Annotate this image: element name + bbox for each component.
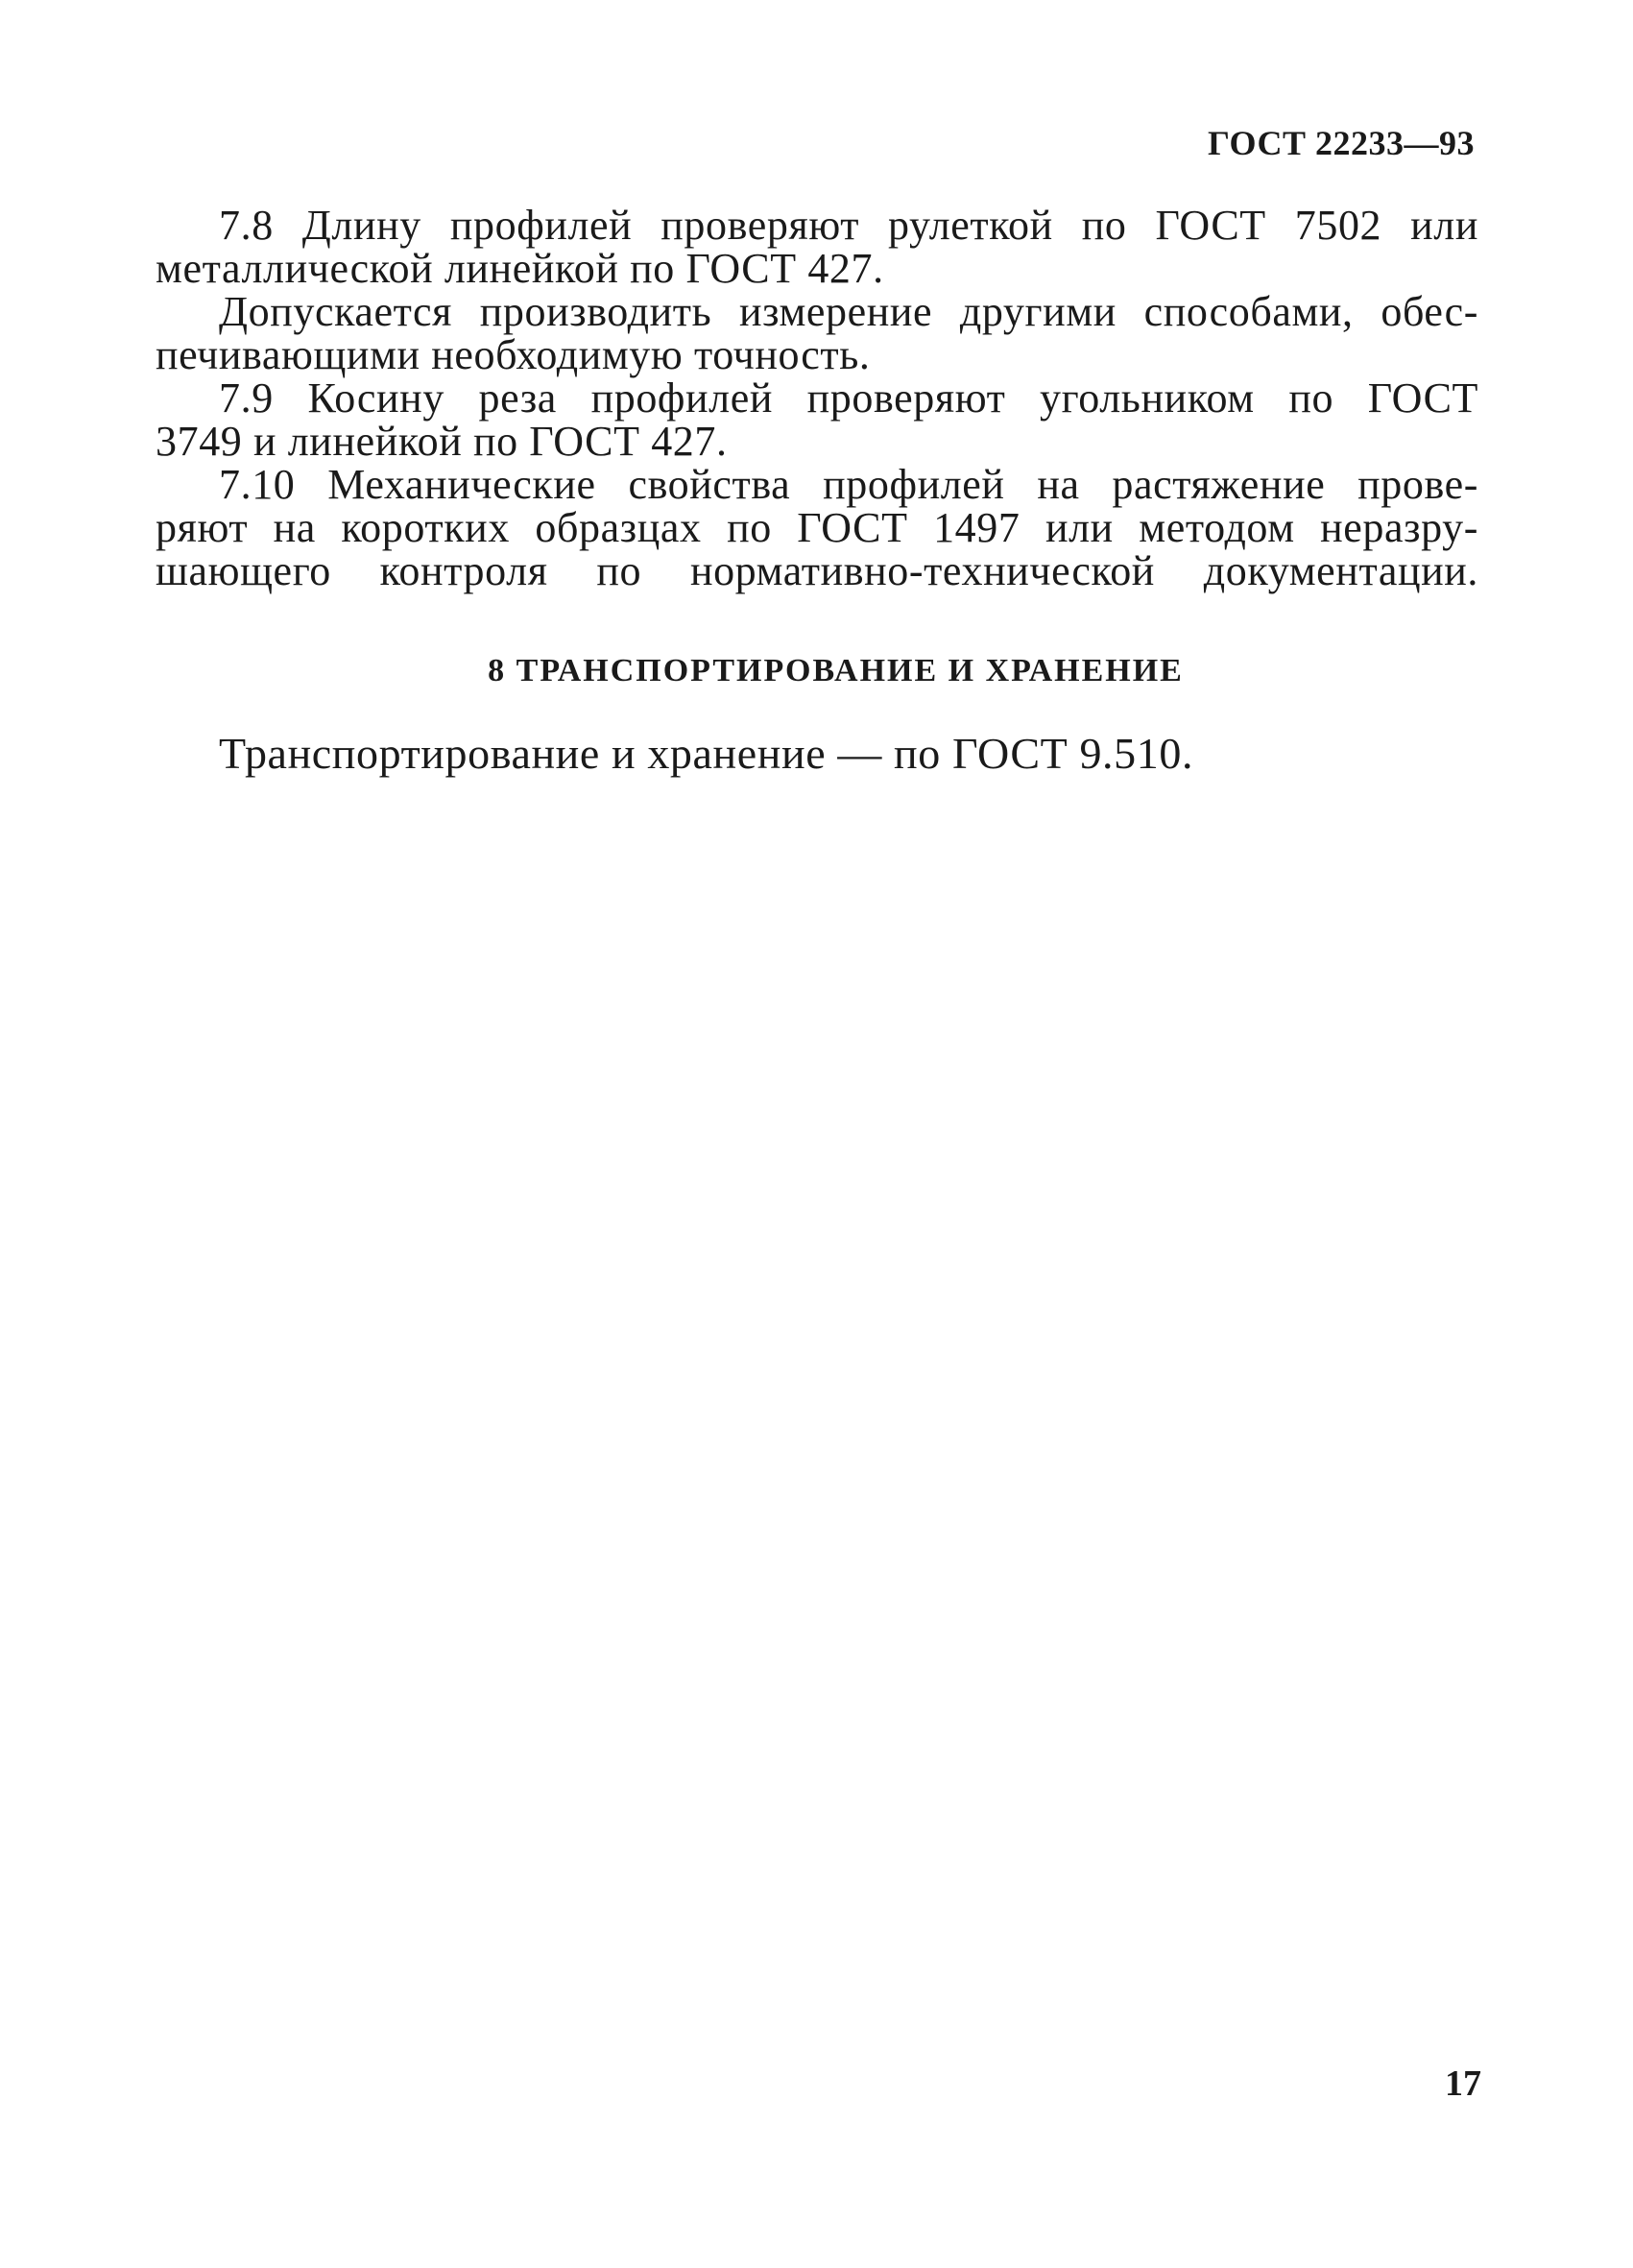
paragraph-line: 7.10 Механические свойства профилей на растяжение прове- xyxy=(219,461,1478,508)
paragraph-7-10 xyxy=(156,463,1478,592)
section-8-text: Транспортирование и хранение — по ГОСТ 9.510. xyxy=(219,729,1194,778)
page-number: 17 xyxy=(1445,2063,1481,2104)
paragraph-7-8-note xyxy=(156,290,1478,376)
paragraph-line: 3749 и линейкой по ГОСТ 427. xyxy=(156,418,728,465)
paragraph-line: Допускается производить измерение другими способами, обес- xyxy=(219,288,1478,335)
document-code-header: ГОСТ 22233—93 xyxy=(1208,124,1475,162)
paragraph-line: шающего контроля по нормативно-технической документации. xyxy=(156,547,1478,594)
paragraph-line: металлической линейкой по ГОСТ 427. xyxy=(156,245,884,292)
section-7-body xyxy=(156,204,1478,592)
paragraph-7-8 xyxy=(156,204,1478,290)
paragraph-line: печивающими необходимую точность. xyxy=(156,331,871,378)
paragraph-line: 7.8 Длину профилей проверяют рулеткой по ГОСТ 7502 или xyxy=(219,202,1478,249)
paragraph-line: ряют на коротких образцах по ГОСТ 1497 или методом неразру- xyxy=(156,504,1478,551)
paragraph-line: 7.9 Косину реза профилей проверяют угольником по ГОСТ xyxy=(219,374,1478,422)
paragraph-7-9 xyxy=(156,376,1478,463)
section-8-heading: 8 ТРАНСПОРТИРОВАНИЕ И ХРАНЕНИЕ xyxy=(488,653,1184,688)
